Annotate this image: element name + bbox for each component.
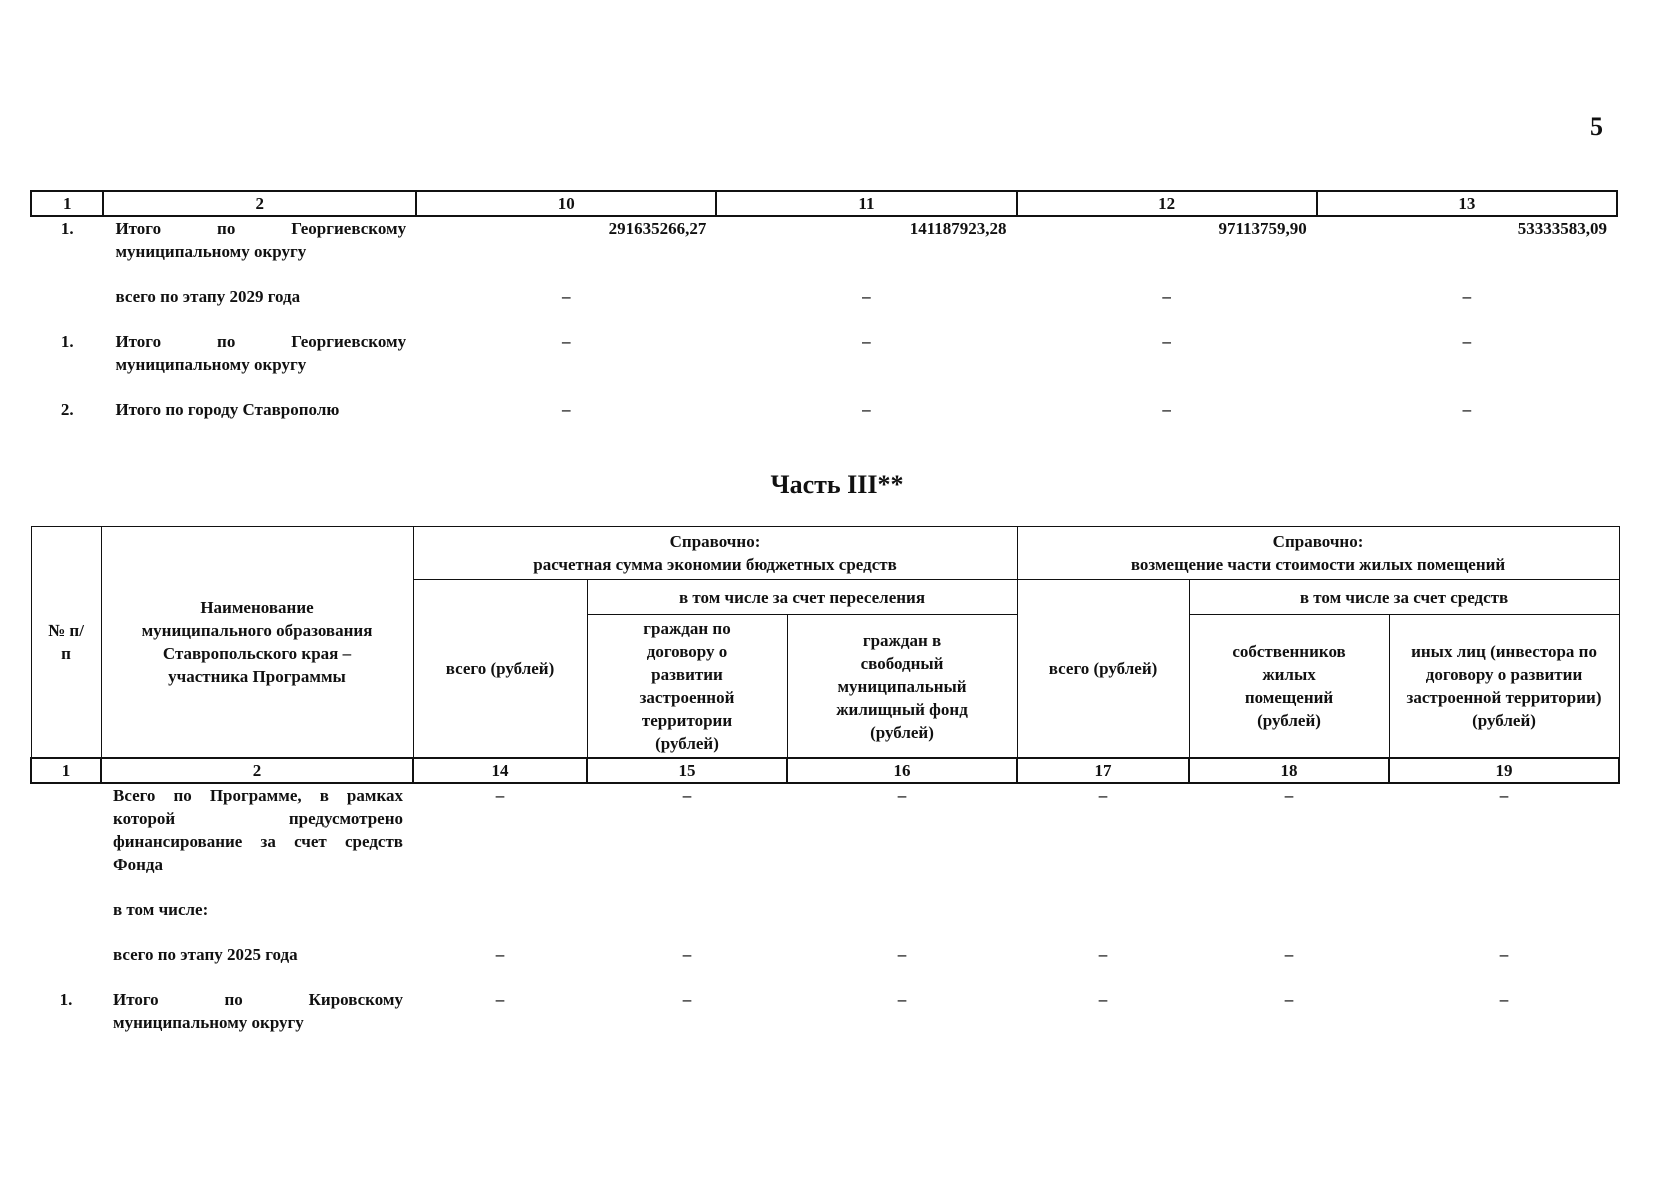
value-cell: – xyxy=(1098,990,1108,1009)
row-number: 1. xyxy=(59,990,73,1009)
header-col-17: всего (рублей) xyxy=(1017,580,1189,759)
summary-table-cols-10-13 xyxy=(30,190,1618,421)
row-number xyxy=(31,783,101,876)
value-cell: 141187923,28 xyxy=(909,219,1007,238)
part-three-table xyxy=(30,526,1620,1034)
value-cell: – xyxy=(1162,400,1171,419)
value-cell: – xyxy=(682,990,692,1009)
value-cell: – xyxy=(682,786,692,805)
row-number xyxy=(31,898,101,921)
value-cell: – xyxy=(1462,287,1472,306)
value-cell: – xyxy=(1162,287,1171,306)
col-num-2: 2 xyxy=(103,191,416,216)
col-num-13: 13 xyxy=(1317,191,1617,216)
value-cell xyxy=(413,898,587,921)
value-cell: – xyxy=(1499,990,1509,1009)
col-num-18: 18 xyxy=(1189,758,1389,783)
value-cell: – xyxy=(1162,332,1171,351)
header-number: № п/п xyxy=(31,527,101,759)
part-title: Часть III** xyxy=(770,470,904,499)
header-group-line: Справочно: xyxy=(1272,532,1364,551)
value-cell: – xyxy=(862,287,871,306)
value-cell: – xyxy=(682,945,692,964)
value-cell: – xyxy=(1462,400,1472,419)
value-cell: – xyxy=(1098,945,1108,964)
value-cell: – xyxy=(561,332,571,351)
row-name-line: Итого по Георгиевскому xyxy=(115,332,407,351)
table-row xyxy=(31,783,1619,876)
table-row xyxy=(31,330,1617,376)
header-group-line: расчетная сумма экономии бюджетных средств xyxy=(533,555,897,574)
row-name xyxy=(103,330,416,376)
col-num-19: 19 xyxy=(1389,758,1619,783)
row-name-line: муниципальному округу xyxy=(115,355,307,374)
col-num-10: 10 xyxy=(416,191,716,216)
value-cell xyxy=(587,898,787,921)
value-cell: – xyxy=(561,287,571,306)
value-cell xyxy=(1189,898,1389,921)
row-name: всего по этапу 2025 года xyxy=(113,945,298,964)
table-row xyxy=(31,943,1619,966)
value-cell: 53333583,09 xyxy=(1517,219,1607,238)
col-num-2: 2 xyxy=(101,758,413,783)
header-municipality-name: Наименование муниципального образования Ставропольского края – участника Программы xyxy=(101,527,413,759)
value-cell: – xyxy=(495,990,505,1009)
header-col-16: граждан в свободный муниципальный жилищный фонд (рублей) xyxy=(787,615,1017,759)
value-cell: 291635266,27 xyxy=(608,219,707,238)
value-cell: 97113759,90 xyxy=(1218,219,1307,238)
row-name: Итого по Кировскому муниципальному округу xyxy=(113,990,403,1032)
value-cell xyxy=(1389,898,1619,921)
value-cell: – xyxy=(561,400,571,419)
header-subgroup-funds: в том числе за счет средств xyxy=(1189,580,1619,615)
column-number-row xyxy=(31,191,1617,216)
row-number: 2. xyxy=(60,400,74,419)
row-number xyxy=(31,943,101,966)
header-col-18: собственников жилых помещений (рублей) xyxy=(1189,615,1389,759)
value-cell: – xyxy=(1284,945,1294,964)
value-cell: – xyxy=(1284,786,1294,805)
value-cell: – xyxy=(897,990,907,1009)
value-cell: – xyxy=(897,945,907,964)
header-group-line: возмещение части стоимости жилых помещений xyxy=(1130,555,1506,574)
col-num-17: 17 xyxy=(1017,758,1189,783)
value-cell: – xyxy=(1462,332,1472,351)
table-row xyxy=(31,988,1619,1034)
value-cell: – xyxy=(1284,990,1294,1009)
header-col-19: иных лиц (инвестора по договору о развитии застроенной территории) (рублей) xyxy=(1389,615,1619,759)
value-cell: – xyxy=(897,786,907,805)
value-cell: – xyxy=(862,400,871,419)
col-num-15: 15 xyxy=(587,758,787,783)
value-cell: – xyxy=(495,786,505,805)
table-row xyxy=(31,285,1617,308)
column-number-row xyxy=(31,758,1619,783)
row-name-line: Итого по Георгиевскому xyxy=(115,219,407,238)
header-group-budget-savings xyxy=(413,527,1017,580)
row-name xyxy=(103,216,416,263)
table-row xyxy=(31,398,1617,421)
table-row xyxy=(31,216,1617,263)
header-col-15: граждан по договору о развитии застроенной территории (рублей) xyxy=(587,615,787,759)
col-num-14: 14 xyxy=(413,758,587,783)
col-num-16: 16 xyxy=(787,758,1017,783)
col-num-11: 11 xyxy=(716,191,1016,216)
row-name: Итого по городу Ставрополю xyxy=(115,400,340,419)
row-name: Всего по Программе, в рамках которой предусмотрено финансирование за счет средств Фонда xyxy=(113,786,403,874)
value-cell xyxy=(1017,898,1189,921)
col-num-1: 1 xyxy=(31,758,101,783)
row-number xyxy=(31,285,103,308)
row-number: 1. xyxy=(60,219,74,238)
row-name: в том числе: xyxy=(113,900,209,919)
table-row xyxy=(31,898,1619,921)
row-name: всего по этапу 2029 года xyxy=(115,287,301,306)
value-cell: – xyxy=(862,332,871,351)
row-number: 1. xyxy=(60,332,74,351)
value-cell: – xyxy=(1098,786,1108,805)
header-group-line: Справочно: xyxy=(669,532,761,551)
value-cell: – xyxy=(495,945,505,964)
col-num-12: 12 xyxy=(1017,191,1317,216)
row-name-line: муниципальному округу xyxy=(115,242,307,261)
header-col-14: всего (рублей) xyxy=(413,580,587,759)
header-group-compensation xyxy=(1017,527,1619,580)
page-number: 5 xyxy=(1590,112,1603,141)
col-num-1: 1 xyxy=(31,191,103,216)
value-cell: – xyxy=(1499,945,1509,964)
header-subgroup-resettlement: в том числе за счет переселения xyxy=(587,580,1017,615)
value-cell: – xyxy=(1499,786,1509,805)
value-cell xyxy=(787,898,1017,921)
